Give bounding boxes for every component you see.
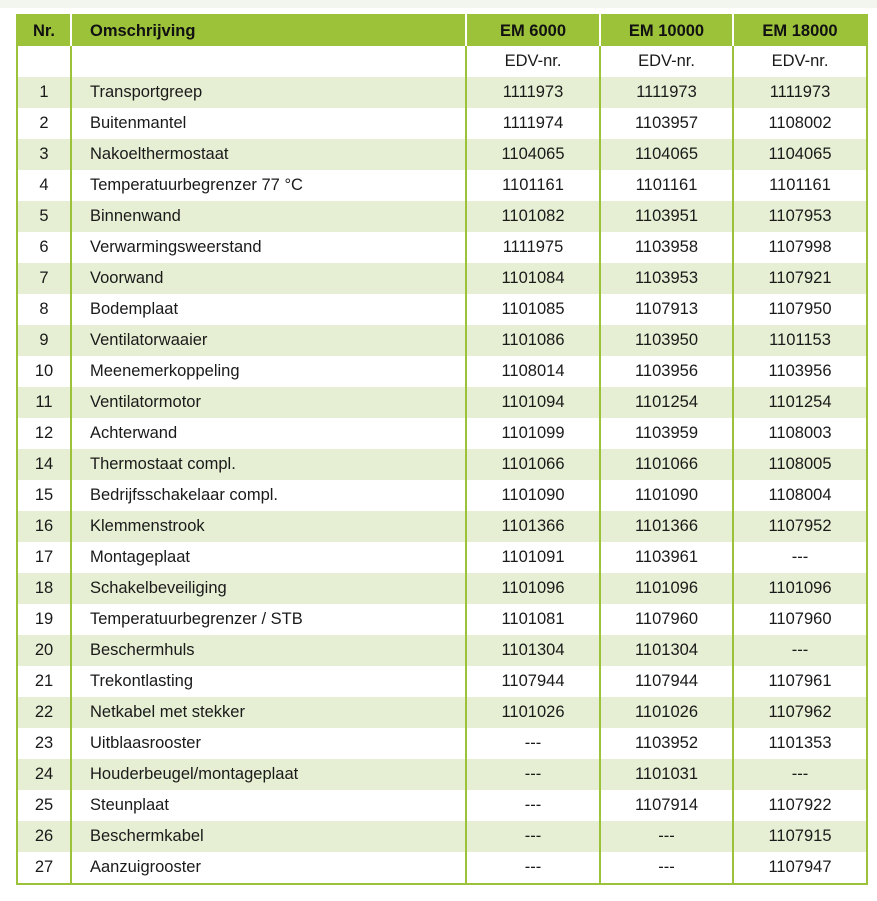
table-row <box>17 790 867 821</box>
cell-em18000: 1107921 <box>733 263 867 294</box>
table-row <box>17 852 867 884</box>
page-top-strip <box>0 0 877 8</box>
cell-em6000: --- <box>466 759 600 790</box>
cell-em6000: 1101161 <box>466 170 600 201</box>
cell-nr: 24 <box>17 759 71 790</box>
table-row <box>17 728 867 759</box>
table-row <box>17 232 867 263</box>
cell-description: Ventilatormotor <box>71 387 466 418</box>
table-row <box>17 759 867 790</box>
cell-em10000: 1104065 <box>600 139 733 170</box>
cell-em10000: 1103953 <box>600 263 733 294</box>
spare-parts-table <box>16 14 868 885</box>
cell-em10000: 1103951 <box>600 201 733 232</box>
cell-em10000: 1101026 <box>600 697 733 728</box>
cell-description: Trekontlasting <box>71 666 466 697</box>
table-row <box>17 821 867 852</box>
cell-em10000: --- <box>600 852 733 884</box>
cell-em10000: 1101096 <box>600 573 733 604</box>
cell-nr: 4 <box>17 170 71 201</box>
cell-description: Aanzuigrooster <box>71 852 466 884</box>
cell-em6000: 1101082 <box>466 201 600 232</box>
cell-em18000: 1107960 <box>733 604 867 635</box>
cell-description: Transportgreep <box>71 77 466 108</box>
header-em18000: EM 18000 <box>733 15 867 46</box>
cell-em18000: 1101254 <box>733 387 867 418</box>
cell-nr: 15 <box>17 480 71 511</box>
table-row <box>17 635 867 666</box>
header-em6000: EM 6000 <box>466 15 600 46</box>
table-header-row <box>17 15 867 46</box>
cell-description: Beschermkabel <box>71 821 466 852</box>
cell-em18000: 1107915 <box>733 821 867 852</box>
header-nr: Nr. <box>17 15 71 46</box>
table-row <box>17 108 867 139</box>
cell-em6000: 1111974 <box>466 108 600 139</box>
cell-nr: 12 <box>17 418 71 449</box>
cell-em10000: 1101304 <box>600 635 733 666</box>
cell-nr: 6 <box>17 232 71 263</box>
table-row <box>17 263 867 294</box>
subheader-em18000: EDV-nr. <box>733 46 867 77</box>
cell-nr: 9 <box>17 325 71 356</box>
cell-em6000: 1101096 <box>466 573 600 604</box>
subheader-nr <box>17 46 71 77</box>
header-em10000: EM 10000 <box>600 15 733 46</box>
cell-em10000: 1103958 <box>600 232 733 263</box>
cell-em18000: 1108003 <box>733 418 867 449</box>
cell-nr: 25 <box>17 790 71 821</box>
cell-description: Verwarmingsweerstand <box>71 232 466 263</box>
cell-em6000: 1101099 <box>466 418 600 449</box>
cell-em18000: 1104065 <box>733 139 867 170</box>
cell-em18000: 1107952 <box>733 511 867 542</box>
cell-em6000: 1101091 <box>466 542 600 573</box>
cell-description: Bodemplaat <box>71 294 466 325</box>
cell-em10000: 1107914 <box>600 790 733 821</box>
cell-em10000: 1103961 <box>600 542 733 573</box>
cell-em10000: 1107913 <box>600 294 733 325</box>
cell-nr: 5 <box>17 201 71 232</box>
subheader-description <box>71 46 466 77</box>
cell-description: Schakelbeveiliging <box>71 573 466 604</box>
cell-em10000: 1107960 <box>600 604 733 635</box>
cell-em10000: 1101090 <box>600 480 733 511</box>
cell-em10000: 1103952 <box>600 728 733 759</box>
table-row <box>17 201 867 232</box>
cell-em18000: 1107998 <box>733 232 867 263</box>
subheader-em6000: EDV-nr. <box>466 46 600 77</box>
cell-em6000: 1108014 <box>466 356 600 387</box>
cell-em6000: 1101081 <box>466 604 600 635</box>
cell-nr: 18 <box>17 573 71 604</box>
cell-em6000: --- <box>466 852 600 884</box>
cell-em18000: 1108005 <box>733 449 867 480</box>
subheader-row <box>17 46 867 77</box>
table-row <box>17 170 867 201</box>
cell-em6000: 1104065 <box>466 139 600 170</box>
cell-description: Klemmenstrook <box>71 511 466 542</box>
cell-description: Houderbeugel/montageplaat <box>71 759 466 790</box>
cell-em18000: 1101353 <box>733 728 867 759</box>
cell-em10000: 1101031 <box>600 759 733 790</box>
cell-em6000: 1111975 <box>466 232 600 263</box>
cell-em6000: --- <box>466 728 600 759</box>
cell-description: Meenemerkoppeling <box>71 356 466 387</box>
cell-em10000: 1103950 <box>600 325 733 356</box>
table-row <box>17 139 867 170</box>
cell-description: Steunplaat <box>71 790 466 821</box>
cell-description: Bedrijfsschakelaar compl. <box>71 480 466 511</box>
cell-em10000: 1107944 <box>600 666 733 697</box>
cell-nr: 16 <box>17 511 71 542</box>
cell-em18000: --- <box>733 635 867 666</box>
subheader-em10000: EDV-nr. <box>600 46 733 77</box>
cell-em18000: 1101096 <box>733 573 867 604</box>
cell-description: Thermostaat compl. <box>71 449 466 480</box>
cell-em6000: 1101090 <box>466 480 600 511</box>
cell-nr: 27 <box>17 852 71 884</box>
cell-description: Ventilatorwaaier <box>71 325 466 356</box>
cell-nr: 17 <box>17 542 71 573</box>
cell-em6000: 1101085 <box>466 294 600 325</box>
table-row <box>17 356 867 387</box>
table-row <box>17 542 867 573</box>
cell-em6000: 1111973 <box>466 77 600 108</box>
table-row <box>17 666 867 697</box>
cell-description: Temperatuurbegrenzer / STB <box>71 604 466 635</box>
cell-nr: 11 <box>17 387 71 418</box>
cell-description: Beschermhuls <box>71 635 466 666</box>
cell-nr: 1 <box>17 77 71 108</box>
cell-description: Uitblaasrooster <box>71 728 466 759</box>
cell-em18000: 1108002 <box>733 108 867 139</box>
cell-description: Netkabel met stekker <box>71 697 466 728</box>
table-row <box>17 511 867 542</box>
cell-em10000: 1101366 <box>600 511 733 542</box>
cell-em10000: 1101161 <box>600 170 733 201</box>
cell-em6000: --- <box>466 790 600 821</box>
cell-em6000: 1101094 <box>466 387 600 418</box>
cell-nr: 3 <box>17 139 71 170</box>
cell-em10000: 1111973 <box>600 77 733 108</box>
cell-nr: 8 <box>17 294 71 325</box>
cell-nr: 2 <box>17 108 71 139</box>
cell-description: Achterwand <box>71 418 466 449</box>
cell-nr: 7 <box>17 263 71 294</box>
cell-description: Buitenmantel <box>71 108 466 139</box>
cell-nr: 26 <box>17 821 71 852</box>
cell-em6000: 1101084 <box>466 263 600 294</box>
table-row <box>17 77 867 108</box>
table-row <box>17 480 867 511</box>
table-row <box>17 573 867 604</box>
table-row <box>17 697 867 728</box>
cell-em18000: --- <box>733 759 867 790</box>
cell-em10000: 1101254 <box>600 387 733 418</box>
cell-description: Voorwand <box>71 263 466 294</box>
cell-em18000: 1107953 <box>733 201 867 232</box>
cell-em18000: 1107962 <box>733 697 867 728</box>
cell-em10000: 1103957 <box>600 108 733 139</box>
cell-em6000: 1101026 <box>466 697 600 728</box>
cell-em18000: 1108004 <box>733 480 867 511</box>
table-row <box>17 294 867 325</box>
cell-nr: 10 <box>17 356 71 387</box>
cell-em18000: 1111973 <box>733 77 867 108</box>
cell-description: Montageplaat <box>71 542 466 573</box>
cell-description: Temperatuurbegrenzer 77 °C <box>71 170 466 201</box>
table-row <box>17 325 867 356</box>
cell-nr: 23 <box>17 728 71 759</box>
cell-nr: 20 <box>17 635 71 666</box>
table-row <box>17 418 867 449</box>
cell-em10000: 1103959 <box>600 418 733 449</box>
cell-em18000: 1107947 <box>733 852 867 884</box>
cell-em6000: 1107944 <box>466 666 600 697</box>
table-row <box>17 604 867 635</box>
cell-nr: 14 <box>17 449 71 480</box>
table-row <box>17 387 867 418</box>
cell-nr: 22 <box>17 697 71 728</box>
cell-description: Binnenwand <box>71 201 466 232</box>
cell-nr: 21 <box>17 666 71 697</box>
cell-em6000: 1101086 <box>466 325 600 356</box>
cell-nr: 19 <box>17 604 71 635</box>
cell-em18000: 1107950 <box>733 294 867 325</box>
cell-em18000: 1103956 <box>733 356 867 387</box>
cell-em6000: 1101304 <box>466 635 600 666</box>
cell-em10000: 1101066 <box>600 449 733 480</box>
cell-em6000: --- <box>466 821 600 852</box>
cell-em6000: 1101366 <box>466 511 600 542</box>
cell-em18000: 1107961 <box>733 666 867 697</box>
cell-em10000: --- <box>600 821 733 852</box>
cell-em18000: 1101161 <box>733 170 867 201</box>
cell-description: Nakoelthermostaat <box>71 139 466 170</box>
cell-em18000: 1101153 <box>733 325 867 356</box>
cell-em10000: 1103956 <box>600 356 733 387</box>
cell-em6000: 1101066 <box>466 449 600 480</box>
header-description: Omschrijving <box>71 15 466 46</box>
table-row <box>17 449 867 480</box>
cell-em18000: 1107922 <box>733 790 867 821</box>
cell-em18000: --- <box>733 542 867 573</box>
